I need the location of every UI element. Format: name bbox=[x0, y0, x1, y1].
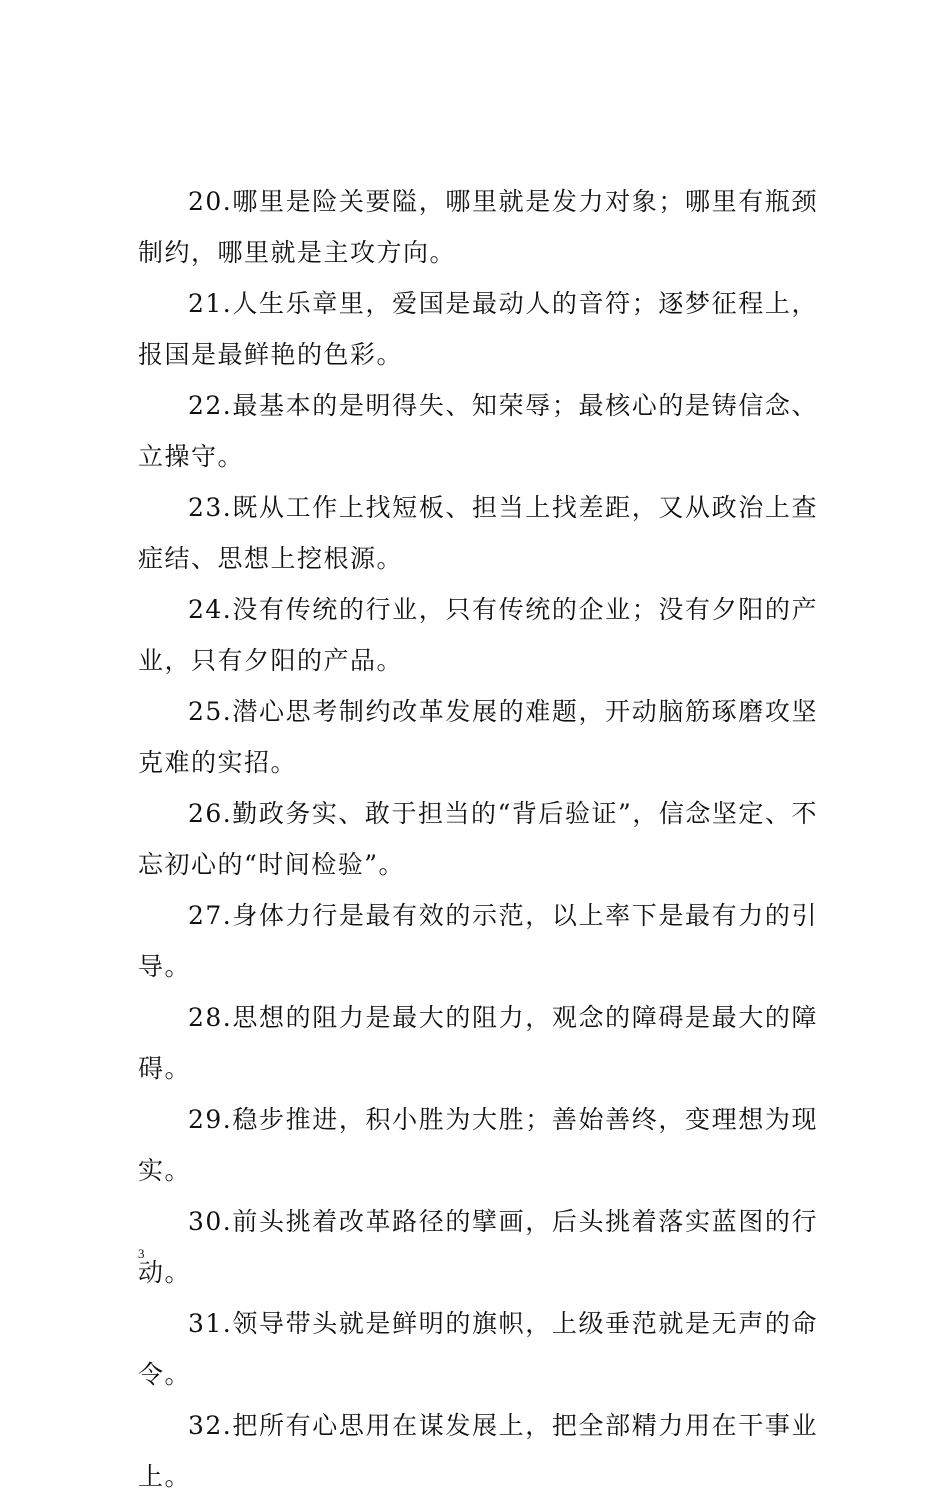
paragraph-29: 29.稳步推进，积小胜为大胜；善始善终，变理想为现实。 bbox=[138, 1105, 818, 1185]
paragraph-26: 26.勤政务实、敢于担当的“背后验证”，信念坚定、不忘初心的“时间检验”。 bbox=[138, 799, 818, 879]
paragraph-30: 30.前头挑着改革路径的擘画，后头挑着落实蓝图的行动。 bbox=[138, 1207, 818, 1287]
paragraph-23: 23.既从工作上找短板、担当上找差距，又从政治上查症结、思想上挖根源。 bbox=[138, 493, 818, 573]
document-body bbox=[138, 176, 818, 1502]
paragraph-28: 28.思想的阻力是最大的阻力，观念的障碍是最大的障碍。 bbox=[138, 1003, 818, 1083]
paragraph-32: 32.把所有心思用在谋发展上，把全部精力用在干事业上。 bbox=[138, 1411, 818, 1491]
page-number: 3 bbox=[138, 1246, 145, 1261]
paragraph-20: 20.哪里是险关要隘，哪里就是发力对象；哪里有瓶颈制约，哪里就是主攻方向。 bbox=[138, 187, 818, 267]
paragraph-25: 25.潜心思考制约改革发展的难题，开动脑筋琢磨攻坚克难的实招。 bbox=[138, 697, 818, 777]
paragraph-27: 27.身体力行是最有效的示范，以上率下是最有力的引导。 bbox=[138, 901, 818, 981]
paragraph-22: 22.最基本的是明得失、知荣辱；最核心的是铸信念、立操守。 bbox=[138, 391, 818, 471]
paragraph-31: 31.领导带头就是鲜明的旗帜，上级垂范就是无声的命令。 bbox=[138, 1309, 818, 1389]
paragraph-21: 21.人生乐章里，爱国是最动人的音符；逐梦征程上，报国是最鲜艳的色彩。 bbox=[138, 289, 818, 369]
paragraph-24: 24.没有传统的行业，只有传统的企业；没有夕阳的产业，只有夕阳的产品。 bbox=[138, 595, 818, 675]
